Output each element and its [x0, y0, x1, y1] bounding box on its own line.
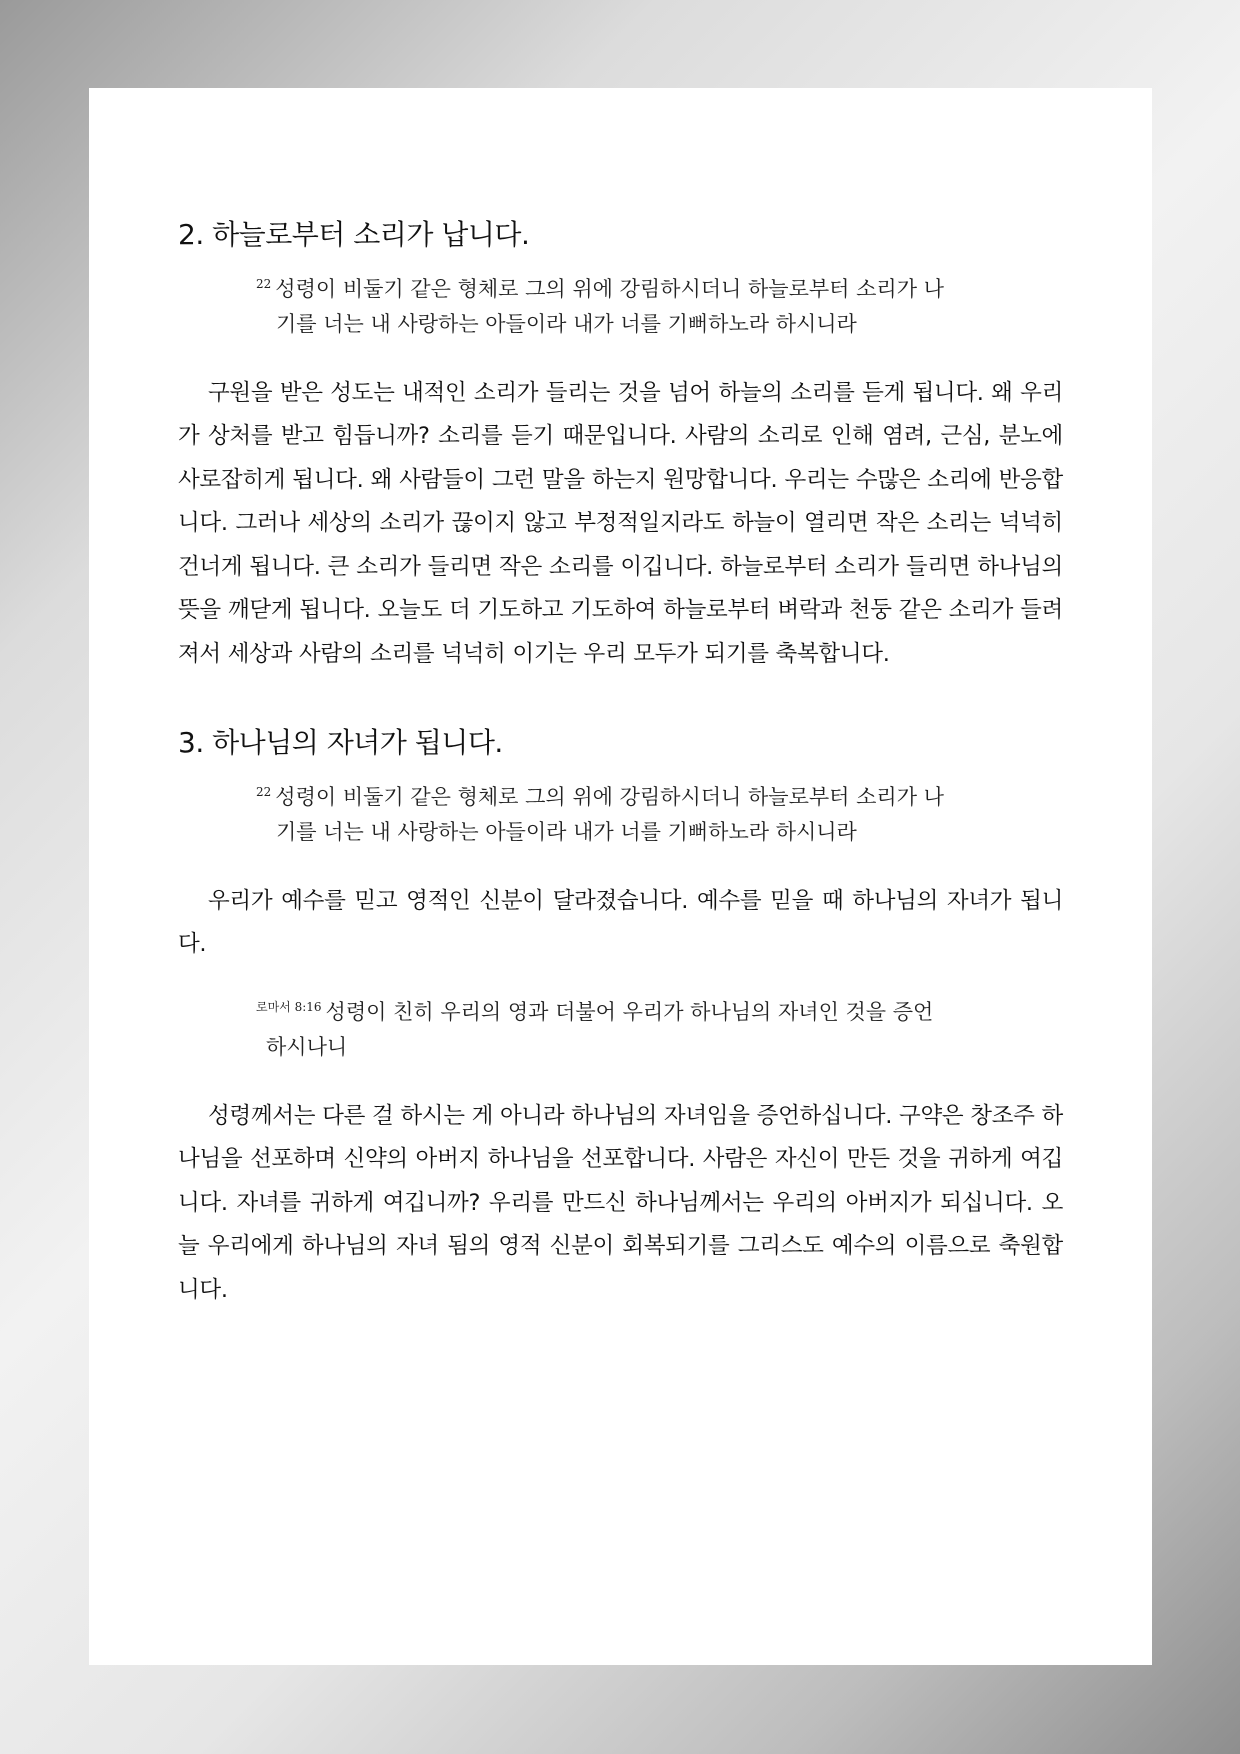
verse-line: 기를 너는 내 사랑하는 아들이라 내가 너를 기뻐하노라 하시니라: [276, 819, 857, 844]
verse-line: 기를 너는 내 사랑하는 아들이라 내가 너를 기뻐하노라 하시니라: [276, 311, 857, 336]
verse-quote: [178, 995, 1063, 1065]
body-paragraph: 우리가 예수를 믿고 영적인 신분이 달라졌습니다. 예수를 믿을 때 하나님의 자녀가 됩니다.: [178, 887, 1063, 958]
verse-line: 성령이 비둘기 같은 형체로 그의 위에 강림하시더니 하늘로부터 소리가 나: [275, 784, 944, 809]
body-paragraph: 구원을 받은 성도는 내적인 소리가 들리는 것을 넘어 하늘의 소리를 듣게 됩니다. 왜 우리가 상처를 받고 힘듭니까? 소리를 듣기 때문입니다. 사람의 소리로 인해 염려, 근심, 분노에 사로잡히게 됩니다. 왜 사람들이 그런 말을 하는지 원망합니다. 우리는 수많은 소리에 반응합니다. 그러나 세상의 소리가 끊이지 않고 부정적일지라도 하늘이 열리면 작은 소리는 넉넉히 건너게 됩니다. 큰 소리가 들리면 작은 소리를 이깁니다. 하늘로부터 소리가 들리면 하나님의 뜻을 깨닫게 됩니다. 오늘도 더 기도하고 기도하여 하늘로부터 벼락과 천둥 같은 소리가 들려져서 세상과 사람의 소리를 넉넉히 이기는 우리 모두가 되기를 축복합니다.: [178, 379, 1063, 667]
verse-line: 성령이 비둘기 같은 형체로 그의 위에 강림하시더니 하늘로부터 소리가 나: [275, 276, 944, 301]
section-title: 3. 하나님의 자녀가 됩니다.: [178, 726, 503, 760]
verse-quote: [178, 780, 1063, 850]
document-page: [89, 88, 1152, 1665]
body-paragraph: 성령께서는 다른 걸 하시는 게 아니라 하나님의 자녀임을 증언하십니다. 구약은 창조주 하나님을 선포하며 신약의 아버지 하나님을 선포합니다. 사람은 자신이 만든 것을 귀하게 여깁니다. 자녀를 귀하게 여깁니까? 우리를 만드신 하나님께서는 우리의 아버지가 되십니다. 오늘 우리에게 하나님의 자녀 됨의 영적 신분이 회복되기를 그리스도 예수의 이름으로 축원합니다.: [178, 1102, 1063, 1303]
section-title: 2. 하늘로부터 소리가 납니다.: [178, 218, 530, 251]
verse-reference: 22: [256, 784, 272, 799]
verse-line: 하시나니: [266, 1034, 348, 1059]
verse-quote: [178, 272, 1063, 342]
verse-reference: 22: [256, 276, 272, 291]
verse-reference: 로마서 8:16: [256, 999, 322, 1014]
verse-line: 성령이 친히 우리의 영과 더불어 우리가 하나님의 자녀인 것을 증언: [325, 999, 934, 1024]
